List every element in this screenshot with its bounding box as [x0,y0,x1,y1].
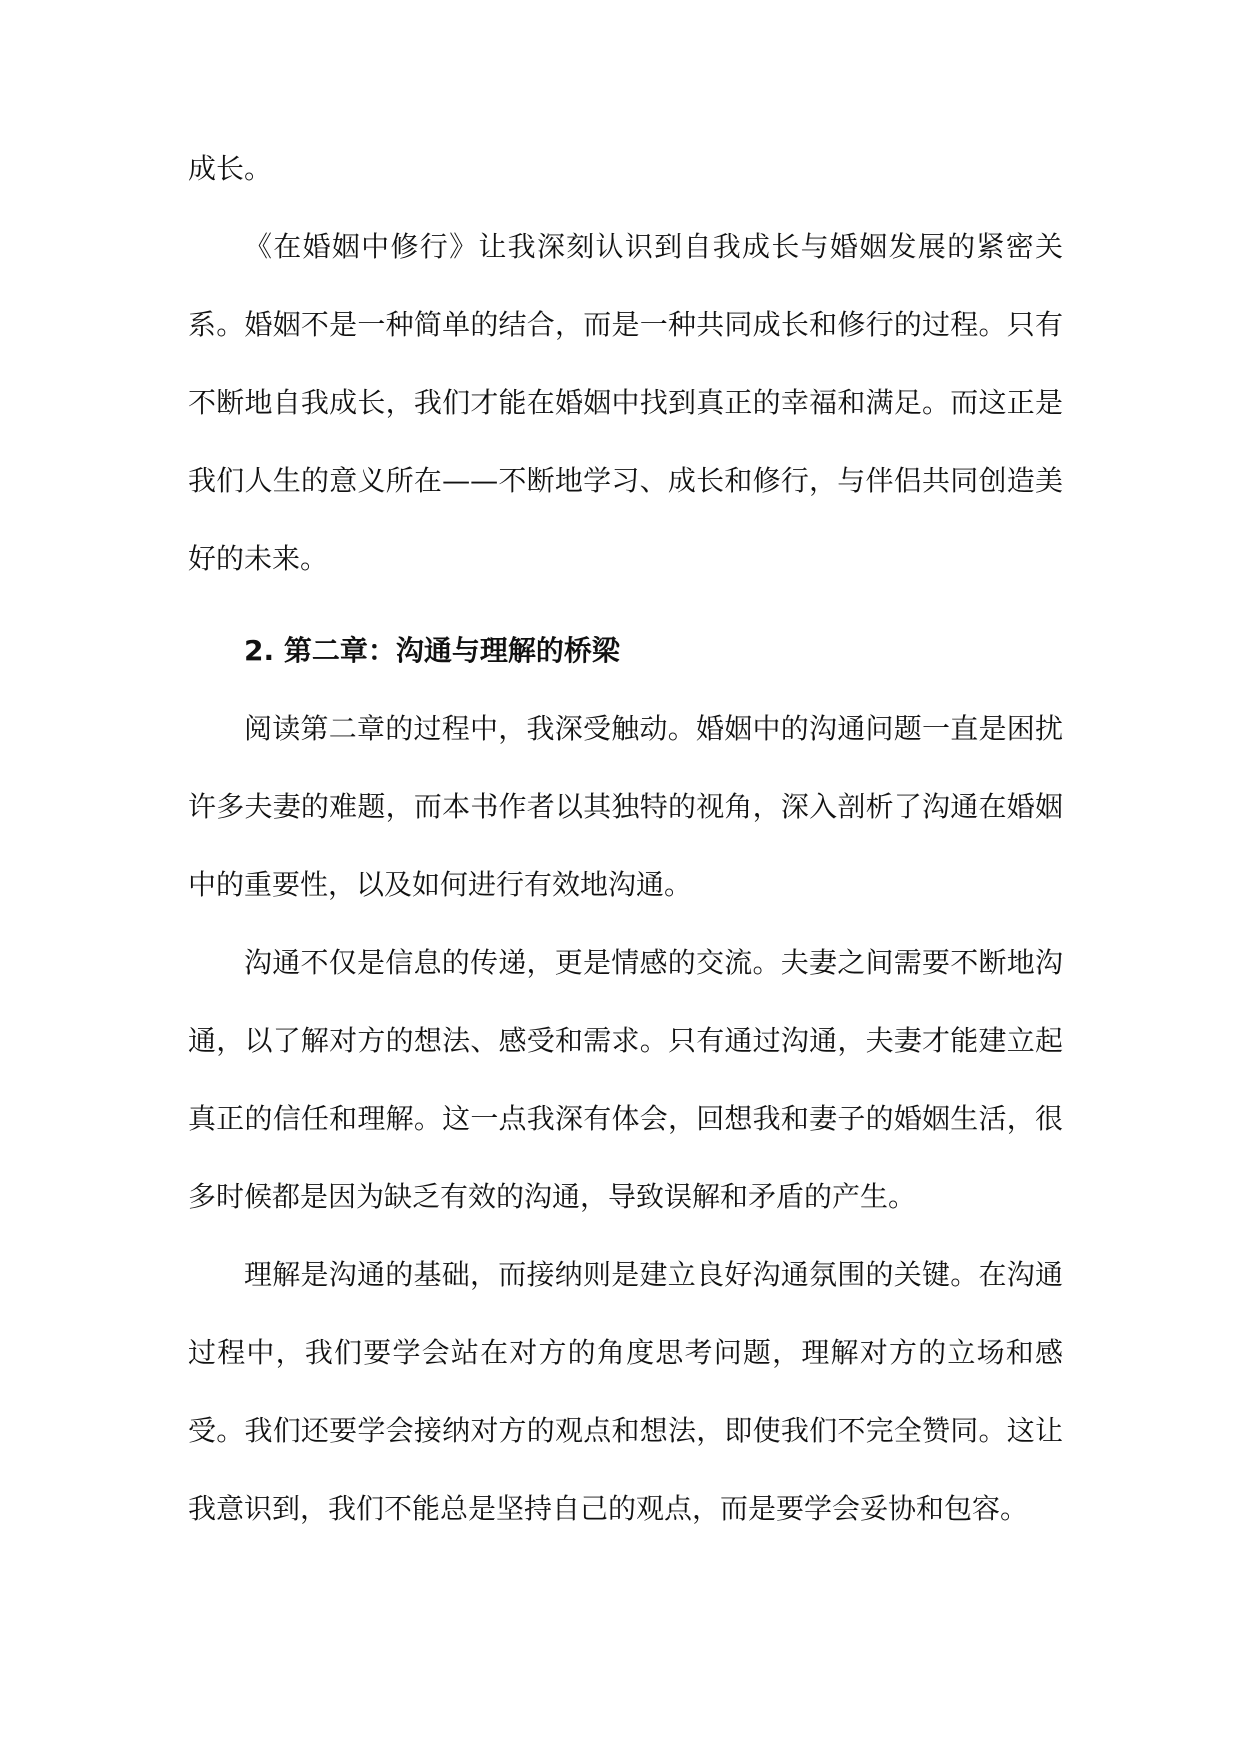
section-heading-chapter-2: 2. 第二章：沟通与理解的桥梁 [244,634,620,667]
paragraph-continuation: 成长。 [188,152,273,185]
section-gap [188,598,1063,612]
paragraph-chapter-2-intro: 阅读第二章的过程中，我深受触动。婚姻中的沟通问题一直是困扰许多夫妻的难题，而本书作者以其独特的视角，深入剖析了沟通在婚姻中的重要性，以及如何进行有效地沟通。 [188,712,1063,901]
paragraph-self-growth: 《在婚姻中修行》让我深刻认识到自我成长与婚姻发展的紧密关系。婚姻不是一种简单的结合，而是一种共同成长和修行的过程。只有不断地自我成长，我们才能在婚姻中找到真正的幸福和满足。而这正是我们人生的意义所在——不断地学习、成长和修行，与伴侣共同创造美好的未来。 [188,230,1063,575]
document-body [188,130,1063,1548]
paragraph-understanding: 理解是沟通的基础，而接纳则是建立良好沟通氛围的关键。在沟通过程中，我们要学会站在对方的角度思考问题，理解对方的立场和感受。我们还要学会接纳对方的观点和想法，即使我们不完全赞同。这让我意识到，我们不能总是坚持自己的观点，而是要学会妥协和包容。 [188,1258,1063,1525]
paragraph-communication: 沟通不仅是信息的传递，更是情感的交流。夫妻之间需要不断地沟通，以了解对方的想法、感受和需求。只有通过沟通，夫妻才能建立起真正的信任和理解。这一点我深有体会，回想我和妻子的婚姻生活，很多时候都是因为缺乏有效的沟通，导致误解和矛盾的产生。 [188,946,1063,1213]
